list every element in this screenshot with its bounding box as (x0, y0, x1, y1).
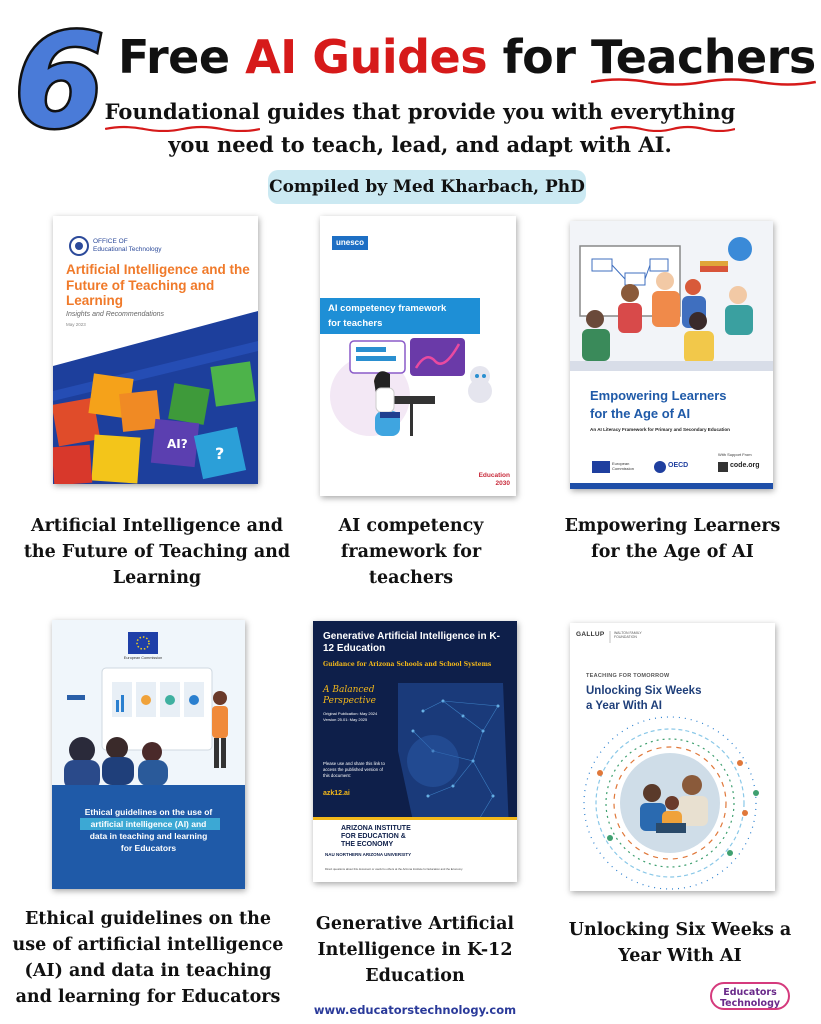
commission-label: European Commission (123, 656, 163, 660)
education-2030-badge: Education 2030 (478, 472, 510, 487)
institute-name: ARIZONA INSTITUTE FOR EDUCATION & THE ECONOMY (341, 825, 411, 848)
office-name: Educational Technology (93, 246, 162, 253)
footer-url[interactable]: www.educatorstechnology.com (313, 1003, 517, 1017)
guide-cover-5[interactable] (313, 621, 517, 882)
share-text: Please use and share this link to access the published version of this document: (323, 761, 385, 778)
cover-subtitle: An AI Literacy Framework for Primary and Secondary Education (590, 427, 730, 432)
cover-tagline: A Balanced Perspective (323, 685, 376, 706)
educators-technology-logo: Educators Technology (710, 982, 790, 1010)
cover-guidance: Guidance for Arizona Schools and School Systems (323, 661, 492, 668)
guide-caption-3: Empowering Learners for the Age of AI (564, 516, 781, 562)
partner-ec: European Commission (612, 461, 635, 471)
cover-title: Artificial Intelligence and the Future of Teaching and Learning (66, 262, 250, 308)
guide-cover-1[interactable] (53, 216, 258, 484)
cover-title: Generative Artificial Intelligence in K-12 Education (323, 631, 500, 654)
cover-title: Ethical guidelines on the use of artificial intelligence (AI) and data in teaching and learning for Educators (84, 807, 213, 853)
guide-caption-1: Artificial Intelligence and the Future of Teaching and Learning (23, 516, 291, 588)
unesco-logo: unesco (332, 236, 368, 250)
cover-link[interactable]: azk12.ai (323, 790, 350, 797)
guide-cover-6[interactable] (570, 623, 775, 891)
partner-codeorg: code.org (730, 462, 760, 469)
cover-date: May 2023 (66, 322, 86, 327)
guide-cover-4[interactable] (52, 620, 245, 889)
walton-logo: WALTON FAMILY FOUNDATION (614, 631, 642, 639)
guide-cover-2[interactable] (320, 216, 516, 496)
page-subtitle: Foundational guides that provide you with everything you need to teach, lead, and adapt with AI. (104, 99, 736, 157)
svg-text:?: ? (215, 444, 225, 463)
guide-caption-6: Unlocking Six Weeks a Year With AI (568, 920, 792, 966)
support-label: With Support From (718, 452, 752, 457)
cover-footer-note: Direct questions about this document or useful to others at the Arizona Institute for Education and the Economy. (325, 867, 464, 871)
publication-info: Original Publication: May 2024 Version 25.01: May 2025 (323, 711, 378, 722)
nau-logo: NAU NORTHERN ARIZONA UNIVERSITY (325, 852, 412, 857)
office-label: OFFICE OF (93, 238, 128, 245)
number-six-graphic (6, 8, 106, 138)
compiled-by-badge: Compiled by Med Kharbach, PhD (268, 170, 586, 204)
svg-text:AI?: AI? (167, 437, 188, 451)
gallup-logo: GALLUP (576, 631, 605, 638)
cover-title: Empowering Learners for the Age of AI (590, 388, 727, 421)
guide-caption-5: Generative Artificial Intelligence in K-12 Education (315, 914, 515, 986)
page-title: Free AI Guides for Teachers (118, 30, 816, 84)
cover-subtitle: Insights and Recommendations (66, 311, 165, 318)
svg-text:6: 6 (14, 8, 105, 138)
guide-cover-3[interactable] (570, 221, 773, 489)
partner-oecd: OECD (668, 462, 689, 469)
guide-caption-4: Ethical guidelines on the use of artificial intelligence (AI) and data in teaching and learning for Educators (12, 909, 284, 1007)
cover-kicker: TEACHING FOR TOMORROW (586, 673, 670, 679)
guide-caption-2: AI competency framework for teachers (338, 516, 484, 588)
cover-title: Unlocking Six Weeks a Year With AI (586, 685, 702, 712)
cover-banner: AI competency framework for teachers (328, 303, 447, 329)
